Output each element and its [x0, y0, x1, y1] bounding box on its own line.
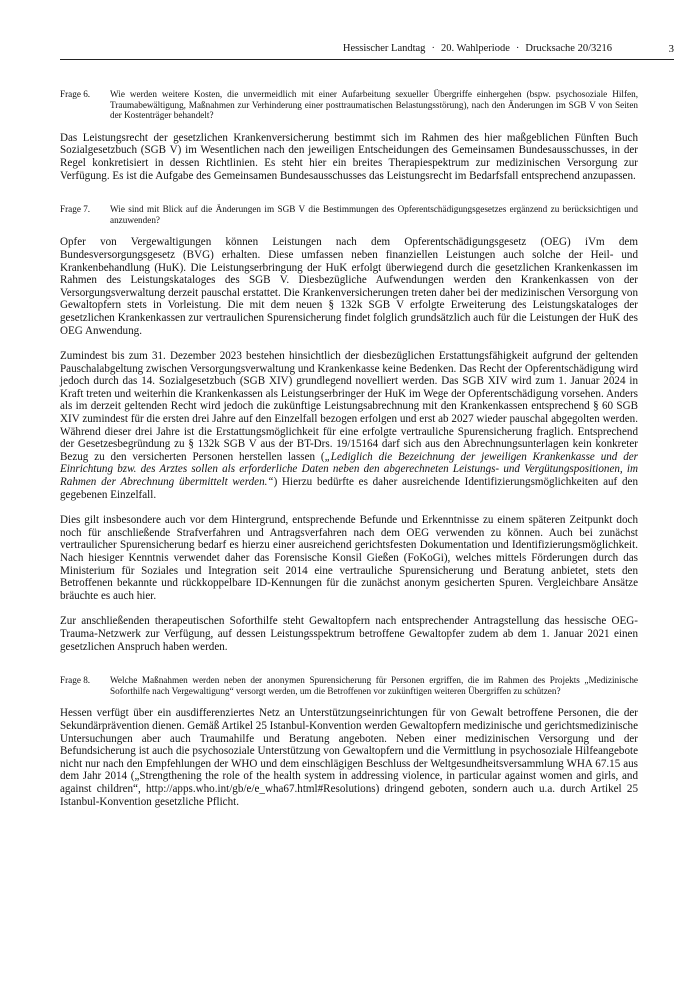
header-separator: ·	[515, 43, 520, 54]
answer-8-paragraph: Hessen verfügt über ein ausdifferenziertes Netz an Unterstützungseinrichtungen für von Gewalt betroffene Personen, die der Sekundärprävention dienen. Gemäß Artikel 25 Istanbul-Konvention werden Gewaltopfern medizinische und gerichtsmedizinische Untersuchungen aber auch Traumahilfe und Beratung angeboten. Neben einer medizinischen Versorgung und der Befundsicherung ist auch die psychosoziale Unterstützung von Gewaltopfern und die Vermittlung in psychosoziale Hilfeangebote nicht nur nach den Empfehlungen der WHO und dem einschlägigen Beschluss der Weltgesundheitsversammlung WHA 67.15 aus dem Jahr 2014 („Strengthening the role of the health system in addressing violence, in particular against women and girls, and against children“, http://apps.who.int/gb/e/e_wha67.html#Resolutions) dringend geboten, sondern auch u.a. durch Artikel 25 Istanbul-Konvention gesetzliche Pflicht.	[60, 707, 638, 808]
question-7	[60, 204, 638, 225]
question-8	[60, 675, 638, 696]
document-body	[60, 89, 638, 808]
legal-quote: „Lediglich die Bezeichnung der jeweiligen Krankenkasse und der Einrichtung bzw. des Arztes sollen als erforderliche Daten neben den abgerechneten Leistungs- und Vergütungspositionen, im Rahmen der Abrechnung übermittelt werden.“	[60, 450, 638, 489]
header-period: 20. Wahlperiode	[440, 43, 510, 54]
answer-6-paragraph: Das Leistungsrecht der gesetzlichen Krankenversicherung bestimmt sich im Rahmen des hier maßgeblichen Fünften Buch Sozialgesetzbuch (SGB V) im Wesentlichen nach den jeweiligen Entscheidungen des Gemeinsamen Bundesausschusses, in der Regel konkretisiert in dessen Richtlinien. Es steht hier ein breites Therapiespektrum zur medizinischen Versorgung zur Verfügung. Es ist die Aufgabe des Gemeinsamen Bundesausschusses das Leistungsrecht im Bedarfsfall entsprechend anzupassen.	[60, 131, 638, 182]
page-header	[60, 42, 674, 56]
answer-7-paragraph-2	[60, 350, 638, 501]
header-doc-number: Drucksache 20/3216	[525, 43, 612, 54]
answer-text: Zumindest bis zum 31. Dezember 2023 bestehen hinsichtlich der diesbezüglichen Erstattungsfähigkeit aufgrund der geltenden Pauschalabgeltung zwischen Versorgungsverwaltung und Krankenkasse keine Bedenken. Das Recht der Opferentschädigung wird jedoch durch das 14. Sozialgesetzbuch (SGB XIV) grundlegend novelliert werden. Das SGB XIV wird zum 1. Januar 2024 in Kraft treten und weiterhin die Krankenkassen als Leistungserbringer der HuK im Wege der Opferentschädigung vorsehen. Anders als im derzeit geltenden Recht wird jedoch die zukünftige Leistungsabrechnung mit den Krankenkassen entsprechend § 60 SGB XIV zumindest für die ersten drei Jahre auf den Einzelfall bezogen erfolgen und erst ab 2027 wieder pauschal abgegolten werden. Während dieser drei Jahre ist die Erstattungsmöglichkeit für eine erfolgte vertrauliche Spurensicherung fraglich. Entsprechend der Gesetzesbegründung zu § 132k SGB V aus der BT-Drs. 19/15164 darf sich aus den Abrechnungsunterlagen kein konkreter Bezug zu den versicherten Personen herstellen lassen (	[60, 350, 638, 463]
answer-7-paragraph-4: Zur anschließenden therapeutischen Soforthilfe steht Gewaltopfern nach entsprechender Antragstellung das hessische OEG-Trauma-Netzwerk zur Verfügung, auf dessen Leistungsspektrum betroffene Gewaltopfer zudem ab dem 1. Januar 2021 einen gesetzlichen Anspruch haben werden.	[60, 615, 638, 653]
question-label: Frage 8.	[60, 675, 91, 686]
question-text: Welche Maßnahmen werden neben der anonymen Spurensicherung für Personen ergriffen, die im Rahmen des Projekts „Medizinische Soforthilfe nach Vergewaltigung“ versorgt werden, um die Betroffenen vor zukünftigen weiteren Übergriffen zu schützen?	[110, 675, 638, 696]
answer-7-paragraph-3: Dies gilt insbesondere auch vor dem Hintergrund, entsprechende Befunde und Erkenntnisse zu einem späteren Zeitpunkt doch noch für anschließende Strafverfahren und Antragsverfahren nach dem OEG verwenden zu können. Auch bei zunächst vertraulicher Spurensicherung bedarf es hierzu einer ausreichend gerichtsfesten Dokumentation und Identifizierungsmöglichkeit. Nach hiesiger Kenntnis verwendet daher das Forensische Konsil Gießen (FoKoGi), welches mittels Förderungen durch das Ministerium für Soziales und Integration seit 2014 eine vertrauliche Spurensicherung und Beratung anbietet, stets den Betroffenen bekannte und rückkoppelbare ID-Kennungen für die zunächst anonym gesicherten Spuren. Vergleichbare Ansätze bräuchte es auch hier.	[60, 514, 638, 602]
header-separator: ·	[431, 43, 435, 54]
question-label: Frage 7.	[60, 204, 91, 215]
question-label: Frage 6.	[60, 89, 91, 99]
question-6	[60, 89, 638, 121]
header-info	[343, 42, 612, 56]
header-parliament: Hessischer Landtag	[342, 43, 426, 54]
page-number: 3	[668, 43, 674, 55]
header-rule	[60, 59, 674, 60]
question-text: Wie sind mit Blick auf die Änderungen im SGB V die Bestimmungen des Opferentschädigungsgesetzes ergänzend zu berücksichtigen und anzuwenden?	[110, 204, 638, 225]
answer-text: ) Hierzu bedürfte es daher ausreichende Identifizierungsmöglichkeiten auf den gegebenen Einzelfall.	[60, 476, 639, 501]
answer-7-paragraph-1: Opfer von Vergewaltigungen können Leistungen nach dem Opferentschädigungsgesetz (OEG) iVm dem Bundesversorgungsgesetz (BVG) erhalten. Diese umfassen neben finanziellen Leistungen auch solche der Heil- und Krankenbehandlung (HuK). Die Leistungserbringung der HuK erfolgt überwiegend durch die gesetzlichen Krankenkassen im Rahmen des Leistungskataloges des SGB V. Diesbezügliche Aufwendungen werden den Krankenkassen von der Versorgungsverwaltung derzeit pauschal erstattet. Die Krankenversicherungen treten daher bei der medizinischen Versorgung von Gewaltopfern stets in Vorleistung. Die mit dem neuen § 132k SGB V erfolgte Erweiterung des Leistungskataloges der gesetzlichen Krankenkassen zur vertraulichen Spurensicherung findet folglich grundsätzlich auch für die Leistungen der HuK des OEG Anwendung.	[60, 236, 638, 337]
question-text: Wie werden weitere Kosten, die unvermeidlich mit einer Aufarbeitung sexueller Übergriffe einhergehen (bspw. psychosoziale Hilfen, Traumabewältigung, Maßnahmen zur Verhinderung einer posttraumatischen Belastungsstörung), nach den Änderungen im SGB V von Seiten der Kostenträger behandelt?	[110, 89, 638, 121]
